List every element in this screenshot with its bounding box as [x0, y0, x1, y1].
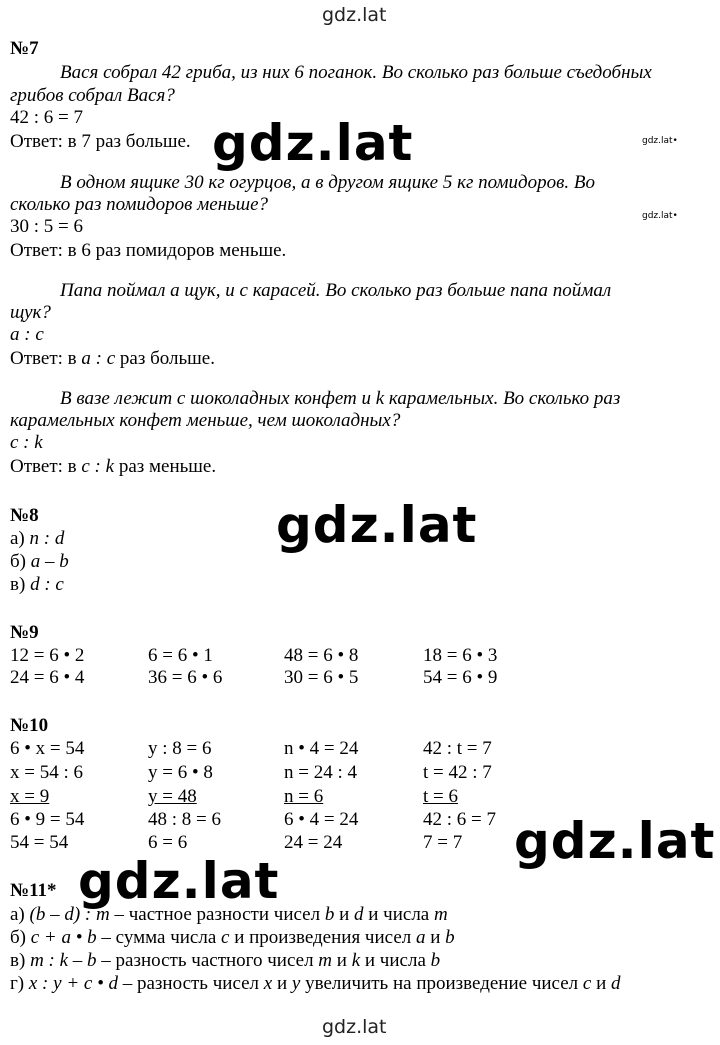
item-text: и [332, 950, 352, 971]
item-label: б) [10, 551, 31, 572]
n11-item-d [10, 973, 620, 995]
n9-cell: 36 = 6 • 6 [148, 667, 223, 688]
item-text: и [272, 973, 292, 994]
task4-line1: В вазе лежит c шоколадных конфет и k карамельных. Во сколько раз [60, 388, 621, 409]
task1-answer: Ответ: в 7 раз больше. [10, 131, 191, 152]
task4-answer [10, 456, 216, 478]
item-text: – сумма числа [96, 927, 222, 948]
n10-result: y = 48 [148, 786, 197, 807]
watermark-top: gdz.lat [322, 4, 387, 26]
item-label: б) [10, 927, 31, 948]
heading-n8: №8 [10, 505, 39, 526]
task1-line2: грибов собрал Вася? [10, 85, 175, 106]
watermark-big-2: gdz.lat [276, 496, 478, 554]
item-var: y [291, 973, 301, 994]
item-var: x [263, 973, 273, 994]
answer-expression: a : c [81, 348, 116, 369]
item-expression: d : c [30, 574, 64, 595]
n10-cell: 42 : 6 = 7 [423, 809, 496, 830]
answer-prefix: Ответ: в [10, 456, 82, 477]
n10-cell: 6 • 4 = 24 [284, 809, 359, 830]
item-expression: a – b [30, 551, 69, 572]
watermark-big-3: gdz.lat [514, 812, 716, 870]
item-var: c [221, 927, 230, 948]
n9-cell: 18 = 6 • 3 [423, 645, 498, 666]
item-text: – разность частного чисел [96, 950, 319, 971]
watermark-tiny-2: gdz.lat• [642, 211, 678, 221]
task4-line2: карамельных конфет меньше, чем шоколадных? [10, 410, 401, 431]
task3-answer [10, 348, 215, 370]
task2-answer: Ответ: в 6 раз помидоров меньше. [10, 240, 287, 261]
task1-line1: Вася собрал 42 гриба, из них 6 поганок. Во сколько раз больше съедобных [60, 62, 652, 83]
n10-cell: 6 • x = 54 [10, 738, 85, 759]
answer-suffix: раз больше. [115, 348, 215, 369]
n8-item-b [10, 551, 69, 573]
task2-line2: сколько раз помидоров меньше? [10, 194, 269, 215]
item-label: в) [10, 950, 31, 971]
watermark-bottom: gdz.lat [322, 1016, 387, 1038]
item-text: и [425, 927, 446, 948]
task3-calc: a : c [10, 324, 44, 345]
heading-n11: №11* [10, 880, 57, 901]
n10-cell: 48 : 8 = 6 [148, 809, 221, 830]
n9-cell: 12 = 6 • 2 [10, 645, 85, 666]
n10-cell: y = 6 • 8 [148, 762, 213, 783]
n10-cell: 6 • 9 = 54 [10, 809, 85, 830]
n10-cell: 7 = 7 [423, 832, 463, 853]
item-var: b [430, 950, 441, 971]
n10-cell: n • 4 = 24 [284, 738, 359, 759]
item-label: в) [10, 574, 31, 595]
watermark-big-1: gdz.lat [212, 114, 414, 172]
n10-cell: 6 = 6 [148, 832, 188, 853]
n10-result: t = 6 [423, 786, 458, 807]
n9-cell: 30 = 6 • 5 [284, 667, 359, 688]
item-var: m [318, 950, 333, 971]
n11-item-c [10, 950, 440, 972]
n9-cell: 6 = 6 • 1 [148, 645, 213, 666]
item-label: а) [10, 528, 30, 549]
n10-result: x = 9 [10, 786, 50, 807]
watermark-big-4: gdz.lat [78, 852, 280, 910]
item-expression: m : k – b [30, 950, 97, 971]
item-label: г) [10, 973, 29, 994]
item-var: d [610, 973, 621, 994]
task4-calc: c : k [10, 432, 43, 453]
item-label: а) [10, 904, 30, 925]
heading-n10: №10 [10, 715, 49, 736]
n10-cell: 54 = 54 [10, 832, 69, 853]
n9-cell: 48 = 6 • 8 [284, 645, 359, 666]
item-text: – частное разности чисел [109, 904, 325, 925]
item-var: b [324, 904, 335, 925]
n10-cell: 42 : t = 7 [423, 738, 492, 759]
item-var: d [354, 904, 364, 925]
answer-suffix: раз меньше. [114, 456, 217, 477]
item-expression: x : y + c • d [28, 973, 118, 994]
item-text: – разность чисел [117, 973, 264, 994]
item-expression: c + a • b [30, 927, 97, 948]
item-text: и произведения чисел [229, 927, 416, 948]
n10-cell: y : 8 = 6 [148, 738, 212, 759]
n9-cell: 54 = 6 • 9 [423, 667, 498, 688]
item-expression: (b – d) : m [29, 904, 110, 925]
item-text: и [334, 904, 354, 925]
answer-prefix: Ответ: в [10, 348, 82, 369]
watermark-tiny-1: gdz.lat• [642, 136, 678, 146]
n11-item-b [10, 927, 455, 949]
n10-cell: 24 = 24 [284, 832, 343, 853]
heading-n7: №7 [10, 38, 39, 59]
item-var: a [415, 927, 426, 948]
item-var: m [434, 904, 448, 925]
n10-cell: t = 42 : 7 [423, 762, 492, 783]
item-text: и числа [360, 950, 431, 971]
n10-cell: x = 54 : 6 [10, 762, 83, 783]
item-var: c [582, 973, 592, 994]
task1-calc: 42 : 6 = 7 [10, 107, 83, 128]
n9-cell: 24 = 6 • 4 [10, 667, 85, 688]
n8-item-c [10, 574, 64, 596]
task3-line2: щук? [10, 302, 51, 323]
item-text: и [591, 973, 611, 994]
heading-n9: №9 [10, 622, 39, 643]
n8-item-a [10, 528, 64, 550]
item-var: k [351, 950, 361, 971]
item-var: b [445, 927, 455, 948]
item-expression: n : d [29, 528, 65, 549]
item-text: увеличить на произведение чисел [300, 973, 583, 994]
answer-expression: c : k [81, 456, 115, 477]
n10-cell: n = 24 : 4 [284, 762, 357, 783]
item-text: и числа [363, 904, 434, 925]
n10-result: n = 6 [284, 786, 324, 807]
task3-line1: Папа поймал a щук, и c карасей. Во сколько раз больше папа поймал [60, 280, 612, 301]
task2-calc: 30 : 5 = 6 [10, 216, 83, 237]
task2-line1: В одном ящике 30 кг огурцов, а в другом ящике 5 кг помидоров. Во [60, 172, 595, 193]
